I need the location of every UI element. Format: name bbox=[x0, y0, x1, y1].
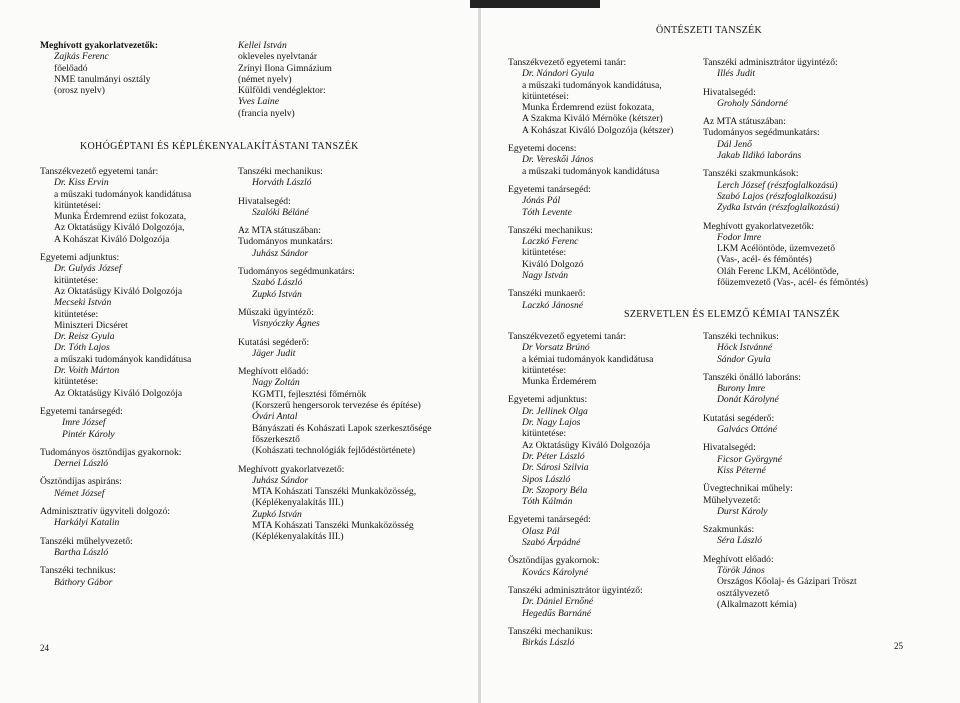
entry-text: (Képlékenyalakítás III.) bbox=[252, 497, 344, 509]
entry-block bbox=[508, 585, 708, 619]
entry-text: Ösztöndíjas aspiráns: bbox=[40, 476, 122, 488]
left-top-left-column bbox=[40, 40, 240, 103]
left-column-1 bbox=[40, 166, 230, 595]
person-name: Pintér Károly bbox=[62, 428, 115, 440]
entry-block bbox=[238, 307, 473, 330]
department-heading-onteszeti: ÖNTÉSZETI TANSZÉK bbox=[656, 25, 763, 36]
entry-block bbox=[40, 166, 230, 245]
entry-text: Meghívott előadó: bbox=[703, 553, 774, 565]
entry-text: Zrínyi Ilona Gimnázium bbox=[238, 62, 332, 74]
entry-block bbox=[508, 555, 708, 578]
entry-text: Tanszéki mechanikus: bbox=[508, 625, 593, 637]
entry-block bbox=[703, 372, 943, 406]
person-name: Ficsor Györgyné bbox=[717, 453, 782, 465]
entry-text: kitüntetése: bbox=[522, 247, 567, 259]
entry-text: Adminisztratív ügyviteli dolgozó: bbox=[40, 506, 171, 518]
entry-text: Külföldi vendéglektor: bbox=[238, 85, 326, 97]
person-name: Laczkó Jánosné bbox=[522, 299, 584, 311]
entry-text: kitüntetése: bbox=[522, 364, 567, 376]
right-page bbox=[481, 0, 960, 703]
entry-text: Tanszéki technikus: bbox=[40, 565, 116, 577]
person-name: Lerch József (részfoglalkozású) bbox=[717, 179, 838, 191]
entry-text: (Korszerű hengersorok tervezése és építése) bbox=[252, 400, 421, 412]
entry-block bbox=[703, 442, 943, 476]
entry-block bbox=[40, 447, 230, 470]
entry-block bbox=[703, 221, 943, 289]
entry-text: Tanszékvezető egyetemi tanár: bbox=[508, 331, 627, 342]
entry-block bbox=[40, 506, 230, 529]
entry-text: a műszaki tudományok kandidátusa bbox=[54, 353, 192, 365]
entry-block bbox=[40, 536, 230, 559]
person-name: Dernei László bbox=[54, 458, 109, 470]
person-name: Mecseki István bbox=[54, 297, 112, 309]
person-name: Zajkás Ferenc bbox=[54, 51, 109, 63]
entry-block bbox=[238, 40, 438, 119]
person-name: Donát Károlyné bbox=[717, 394, 779, 406]
entry-text: Az MTA státuszában: bbox=[703, 116, 786, 128]
person-name: Dr. Nagy Lajos bbox=[522, 417, 581, 429]
person-name: Dr Vorsatz Brúnó bbox=[522, 342, 590, 354]
entry-block bbox=[238, 225, 473, 259]
entry-text: Tanszéki mechanikus: bbox=[508, 224, 593, 236]
entry-text: főelőadó bbox=[54, 62, 88, 74]
person-name: Dr. Kiss Ervin bbox=[54, 177, 109, 189]
entry-block bbox=[508, 288, 708, 311]
entry-text: MTA Kohászati Tanszéki Munkaközösség bbox=[252, 520, 414, 532]
right-column-2-top bbox=[703, 57, 943, 295]
person-name: Német József bbox=[54, 487, 105, 499]
person-name: Zydka István (részfoglalkozású) bbox=[717, 202, 840, 214]
person-name: Juhász Sándor bbox=[252, 247, 309, 259]
entry-block bbox=[40, 565, 230, 588]
entry-block bbox=[703, 554, 943, 610]
person-name: Tóth Levente bbox=[522, 206, 572, 218]
entry-text: Oláh Ferenc LKM, Acélöntöde, bbox=[717, 265, 839, 277]
entry-text: Egyetemi tanársegéd: bbox=[40, 405, 123, 417]
entry-text: Tudományos munkatárs: bbox=[238, 236, 333, 248]
person-name: Bartha László bbox=[54, 546, 109, 558]
entry-block bbox=[40, 252, 230, 399]
person-name: Dr. Tóth Lajos bbox=[54, 342, 110, 354]
entry-text: Tanszéki önálló laboráns: bbox=[703, 371, 801, 383]
entry-text: Szakmunkás: bbox=[703, 524, 755, 536]
entry-text: Hivatalsegéd: bbox=[703, 86, 756, 98]
entry-text: (német nyelv) bbox=[238, 73, 292, 85]
entry-text: A Kohászat Kiváló Dolgozója bbox=[54, 233, 170, 245]
person-name: Dr. Dániel Ernőné bbox=[522, 596, 594, 608]
entry-text: (Vas-, acél- és fémöntés) bbox=[717, 254, 812, 266]
entry-text: Tudományos segédmunkatárs: bbox=[238, 266, 355, 278]
person-name: Nagy István bbox=[522, 270, 569, 282]
entry-block bbox=[40, 40, 240, 96]
entry-block bbox=[40, 406, 230, 440]
entry-text: Bányászati és Kohászati Lapok szerkesztősége bbox=[252, 422, 432, 434]
entry-text: Tanszéki adminisztrátor ügyintéző: bbox=[703, 57, 838, 68]
entry-text: Az Oktatásügy Kiváló Dolgozója bbox=[54, 387, 183, 399]
person-name: Yves Laine bbox=[238, 96, 279, 108]
entry-text: Meghívott előadó: bbox=[238, 366, 309, 378]
entry-block bbox=[703, 57, 943, 80]
entry-text: MTA Kohászati Tanszéki Munkaközösség, bbox=[252, 486, 417, 498]
entry-text: a műszaki tudományok kandidátusa, bbox=[522, 79, 662, 91]
entry-text: Tanszéki mechanikus: bbox=[238, 166, 323, 177]
entry-text: kitüntetése: bbox=[54, 308, 99, 320]
entry-text: (Kohászati technológiák fejlődéstörténete) bbox=[252, 445, 416, 457]
person-name: Birkás László bbox=[522, 637, 575, 649]
person-name: Óvári Antal bbox=[252, 411, 298, 423]
entry-text: Ösztöndíjas gyakornok: bbox=[508, 555, 600, 567]
person-name: Harkályi Katalin bbox=[54, 517, 120, 529]
entry-text: Tanszékvezető egyetemi tanár: bbox=[508, 57, 627, 68]
entry-text: kitüntetései: bbox=[522, 90, 569, 102]
entry-text: a műszaki tudományok kandidátusa bbox=[54, 188, 192, 200]
person-name: Tóth Kálmán bbox=[522, 496, 573, 508]
entry-text: okleveles nyelvtanár bbox=[238, 51, 318, 63]
entry-text: Egyetemi adjunktus: bbox=[40, 252, 120, 264]
entry-text: Az Oktatásügy Kiváló Dolgozója bbox=[522, 439, 651, 451]
entry-text: osztályvezető bbox=[717, 587, 770, 599]
entry-block bbox=[703, 413, 943, 436]
entry-text: Tanszéki adminisztrátor ügyintéző: bbox=[508, 584, 643, 596]
entry-block bbox=[238, 366, 473, 456]
entry-block bbox=[703, 168, 943, 213]
person-name: Dr. Szopory Béla bbox=[522, 484, 588, 496]
person-name: Höck Istvánné bbox=[717, 342, 773, 354]
entry-text: kitüntetései: bbox=[54, 199, 101, 211]
entry-block bbox=[508, 57, 708, 136]
entry-text: Egyetemi tanársegéd: bbox=[508, 183, 591, 195]
person-name: Dr. Gulyás József bbox=[54, 263, 122, 275]
person-name: Dr. Voith Márton bbox=[54, 365, 120, 377]
entry-text: Egyetemi docens: bbox=[508, 143, 577, 155]
entry-text: Az Oktatásügy Kiváló Dolgozója bbox=[54, 285, 183, 297]
entry-text: Meghívott gyakorlatvezetők: bbox=[703, 220, 815, 232]
entry-block bbox=[703, 116, 943, 161]
person-name: Olasz Pál bbox=[522, 525, 560, 537]
entry-text: Munka Érdemrend ezüst fokozata, bbox=[54, 211, 187, 223]
entry-text: a kémiai tudományok kandidátusa bbox=[522, 353, 654, 365]
entry-text: Egyetemi adjunktus: bbox=[508, 394, 588, 406]
person-name: Fodor Imre bbox=[717, 231, 762, 243]
page-number-right: 25 bbox=[894, 641, 903, 651]
entry-block bbox=[238, 166, 473, 189]
right-column-1-bottom bbox=[508, 331, 708, 655]
entry-block bbox=[703, 483, 943, 517]
entry-block bbox=[508, 225, 708, 281]
entry-block bbox=[238, 266, 473, 300]
person-name: Dr. Vereskői János bbox=[522, 154, 594, 166]
person-name: Kellei István bbox=[238, 40, 287, 51]
entry-text: (Alkalmazott kémia) bbox=[717, 598, 797, 610]
entry-text: Műszaki ügyintéző: bbox=[238, 306, 314, 318]
entry-text: NME tanulmányi osztály bbox=[54, 73, 151, 85]
entry-block bbox=[508, 184, 708, 218]
person-name: Illés Judit bbox=[717, 68, 756, 80]
entry-text: A Szakma Kiváló Mérnöke (kétszer) bbox=[522, 113, 663, 125]
left-column-2 bbox=[238, 166, 473, 550]
person-name: Szabó László bbox=[252, 277, 303, 289]
person-name: Báthory Gábor bbox=[54, 576, 113, 588]
left-page bbox=[0, 0, 478, 703]
entry-text: Meghívott gyakorlatvezetők: bbox=[40, 40, 159, 51]
person-name: Török János bbox=[717, 565, 765, 577]
entry-block bbox=[238, 196, 473, 219]
entry-text: a műszaki tudományok kandidátusa bbox=[522, 165, 660, 177]
entry-text: Munka Érdemérem bbox=[522, 376, 597, 388]
person-name: Laczkó Ferenc bbox=[522, 236, 579, 248]
entry-text: kitüntetése: bbox=[522, 428, 567, 440]
entry-text: Kutatási segéderő: bbox=[238, 336, 310, 348]
entry-text: kitüntetése: bbox=[54, 274, 99, 286]
entry-text: Tanszéki műhelyvezető: bbox=[40, 535, 133, 547]
entry-text: Kutatási segéderő: bbox=[703, 412, 775, 424]
person-name: Burony Imre bbox=[717, 383, 766, 395]
entry-block bbox=[508, 331, 708, 387]
person-name: Dr. Péter László bbox=[522, 450, 585, 462]
entry-text: (francia nyelv) bbox=[238, 107, 295, 119]
person-name: Séra László bbox=[717, 535, 763, 547]
person-name: Imre József bbox=[62, 417, 106, 429]
entry-text: Tanszéki szakmunkások: bbox=[703, 168, 799, 180]
entry-text: Műhelyvezető: bbox=[703, 494, 761, 506]
person-name: Szabó Árpádné bbox=[522, 537, 581, 549]
person-name: Jakab Ildikó laboráns bbox=[717, 150, 802, 162]
entry-block bbox=[508, 143, 708, 177]
person-name: Zupkó István bbox=[252, 288, 302, 300]
entry-text: Tanszéki technikus: bbox=[703, 331, 779, 342]
person-name: Kiss Péterné bbox=[717, 464, 766, 476]
right-column-1-top bbox=[508, 57, 708, 318]
person-name: Szalóki Béláné bbox=[252, 206, 309, 218]
person-name: Dr. Jellinek Olga bbox=[522, 405, 588, 417]
entry-text: Miniszteri Dicséret bbox=[54, 319, 128, 331]
entry-text: Az MTA státuszában: bbox=[238, 225, 321, 237]
entry-text: Országos Kőolaj- és Gázipari Tröszt bbox=[717, 576, 857, 588]
entry-text: Hivatalsegéd: bbox=[238, 195, 291, 207]
entry-block bbox=[703, 87, 943, 110]
entry-block bbox=[508, 514, 708, 548]
left-top-right-column bbox=[238, 40, 438, 126]
entry-text: KGMTI, fejlesztési főmérnök bbox=[252, 388, 367, 400]
entry-text: Hivatalsegéd: bbox=[703, 442, 756, 454]
entry-text: Meghívott gyakorlatvezető: bbox=[238, 463, 345, 475]
right-column-2-bottom bbox=[703, 331, 943, 617]
page-number-left: 24 bbox=[40, 643, 49, 653]
entry-text: (Képlékenyalakítás III.) bbox=[252, 531, 344, 543]
person-name: Hegedűs Barnáné bbox=[522, 607, 592, 619]
entry-text: főüzemvezető (Vas-, acél- és fémöntés) bbox=[717, 277, 869, 289]
entry-text: Tudományos segédmunkatárs: bbox=[703, 127, 820, 139]
entry-text: főszerkesztő bbox=[252, 433, 300, 445]
entry-text: (orosz nyelv) bbox=[54, 85, 105, 97]
entry-text: Üvegtechnikai műhely: bbox=[703, 483, 793, 495]
person-name: Zupkó István bbox=[252, 508, 302, 520]
entry-text: Tanszéki munkaerő: bbox=[508, 288, 586, 300]
person-name: Horváth László bbox=[252, 177, 312, 189]
person-name: Szabó Lajos (részfoglalkozású) bbox=[717, 190, 837, 202]
entry-block bbox=[703, 331, 943, 365]
entry-text: A Kohászat Kiváló Dolgozója (kétszer) bbox=[522, 124, 674, 136]
person-name: Dr. Reisz Gyula bbox=[54, 331, 115, 343]
entry-text: LKM Acélöntöde, üzemvezető bbox=[717, 243, 836, 255]
person-name: Galvács Ottóné bbox=[717, 424, 777, 436]
entry-text: Egyetemi tanársegéd: bbox=[508, 514, 591, 526]
person-name: Jónás Pál bbox=[522, 195, 561, 207]
department-heading-kohogeptani: KOHÓGÉPTANI ÉS KÉPLÉKENYALAKÍTÁSTANI TANSZÉK bbox=[80, 141, 359, 152]
person-name: Durst Károly bbox=[717, 505, 768, 517]
entry-block bbox=[508, 626, 708, 649]
person-name: Dr. Nándori Gyula bbox=[522, 68, 595, 80]
entry-block bbox=[238, 464, 473, 543]
entry-block bbox=[238, 337, 473, 360]
entry-block bbox=[508, 394, 708, 507]
entry-text: Munka Érdemrend ezüst fokozata, bbox=[522, 102, 655, 114]
entry-text: Kiváló Dolgozó bbox=[522, 258, 584, 270]
person-name: Kovács Károlyné bbox=[522, 566, 588, 578]
person-name: Nagy Zoltán bbox=[252, 377, 300, 389]
person-name: Jäger Judit bbox=[252, 347, 296, 359]
person-name: Dál Jenő bbox=[717, 138, 752, 150]
entry-text: Tudományos ösztöndíjas gyakornok: bbox=[40, 446, 182, 458]
person-name: Visnyóczky Ágnes bbox=[252, 318, 320, 330]
entry-text: Tanszékvezető egyetemi tanár: bbox=[40, 166, 159, 177]
person-name: Dr. Sárosi Szilvia bbox=[522, 462, 589, 474]
department-heading-szervetlen: SZERVETLEN ÉS ELEMZŐ KÉMIAI TANSZÉK bbox=[624, 309, 840, 320]
person-name: Sándor Gyula bbox=[717, 353, 771, 365]
person-name: Groholy Sándorné bbox=[717, 97, 788, 109]
entry-block bbox=[703, 524, 943, 547]
entry-block bbox=[40, 476, 230, 499]
entry-text: Az Oktatásügy Kiváló Dolgozója, bbox=[54, 222, 185, 234]
entry-text: kitüntetése: bbox=[54, 376, 99, 388]
person-name: Sipos László bbox=[522, 473, 571, 485]
person-name: Juhász Sándor bbox=[252, 474, 309, 486]
